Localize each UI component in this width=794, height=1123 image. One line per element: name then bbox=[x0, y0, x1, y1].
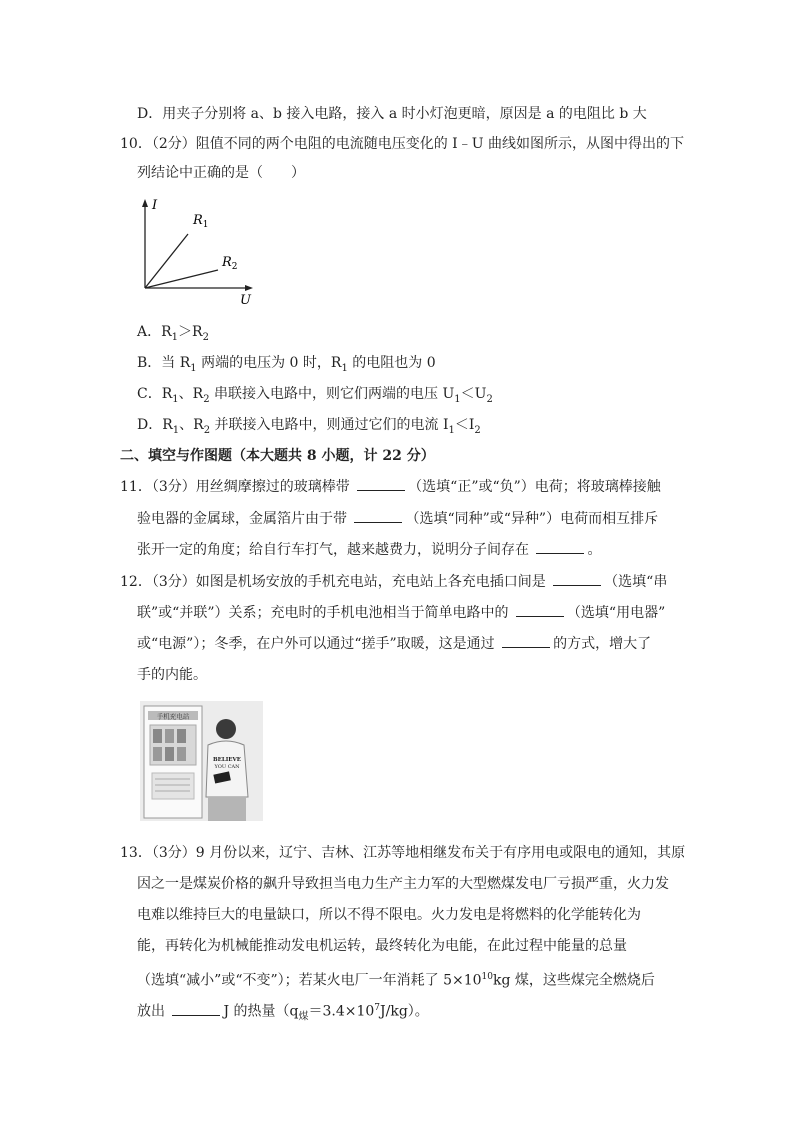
q12-line3: 或“电源”）；冬季，在户外可以通过“搓手”取暖，这是通过 的方式，增大了 bbox=[137, 636, 652, 652]
q12-line4: 手的内能。 bbox=[137, 667, 207, 683]
r2-label: $R_2$ bbox=[222, 255, 238, 272]
q12-blank-2[interactable] bbox=[516, 603, 564, 617]
q13-line3: 电难以维持巨大的电量缺口，所以不得不限电。火力发电是将燃料的化学能转化为 bbox=[137, 907, 641, 923]
q10-option-c: C．$R_1$、$R_2$ 串联接入电路中，则它们两端的电压 $U_1<U_2$ bbox=[137, 386, 493, 405]
u-axis-label: U bbox=[240, 293, 251, 308]
q12-line2: 联”或“并联”）关系；充电时的手机电池相当于简单电路中的 （选填“用电器” bbox=[137, 605, 666, 621]
q13-line5: （选填“减小”或“不变”）；若某火电厂一年消耗了 $5\times 10^{10}kg$ 煤，这些煤完全燃烧后 bbox=[137, 972, 655, 989]
q11-blank-2[interactable] bbox=[354, 509, 402, 523]
q13-line6: 放出 J 的热量$(q_煤=3.4\times 10^7J/kg)$。 bbox=[137, 1003, 429, 1023]
q10-option-d: D．$R_1$、$R_2$ 并联接入电路中，则通过它们的电流 $I_1<I_2$ bbox=[137, 417, 481, 436]
r2-line bbox=[145, 270, 218, 288]
shirt-text-2: YOU CAN bbox=[214, 764, 240, 770]
u-axis-arrow bbox=[245, 285, 253, 291]
r1-label: $R_1$ bbox=[193, 213, 209, 230]
kiosk-info-panel bbox=[152, 773, 194, 799]
q11-blank-1[interactable] bbox=[357, 477, 405, 491]
q12-blank-3[interactable] bbox=[502, 634, 550, 648]
q12-blank-1[interactable] bbox=[553, 572, 601, 586]
q11-blank-3[interactable] bbox=[536, 540, 584, 554]
q11-line3: 张开一定的角度；给自行车打气，越来越费力，说明分子间存在 。 bbox=[137, 542, 602, 558]
q13-line4: 能，再转化为机械能推动发电机运转，最终转化为电能，在此过程中能量的总量 bbox=[137, 938, 627, 954]
q10-stem-line1: 10．（2分）阻值不同的两个电阻的电流随电压变化的 I﹣U 曲线如图所示，从图中得出的下 bbox=[120, 136, 684, 152]
q13-blank-heat[interactable] bbox=[172, 1002, 220, 1016]
shirt-text-1: BELIEVE bbox=[213, 757, 241, 763]
i-axis-label: I bbox=[152, 198, 158, 213]
charging-station-photo bbox=[140, 701, 263, 821]
q12-line1: 12．（3分）如图是机场安放的手机充电站，充电站上各充电插口间是 （选填“串 bbox=[120, 574, 668, 590]
q10-stem-line2: 列结论中正确的是（ ） bbox=[137, 165, 305, 181]
charging-station-illustration bbox=[140, 701, 263, 821]
q10-option-b: B．当 $R_1$ 两端的电压为 0 时，$R_1$ 的电阻也为 0 bbox=[137, 355, 436, 374]
man-trousers bbox=[208, 797, 246, 821]
q10-option-a: A．$R_1>R_2$ bbox=[137, 324, 209, 343]
man-head bbox=[216, 719, 236, 739]
section-2-heading: 二、填空与作图题（本大题共 8 小题，计 22 分） bbox=[120, 448, 435, 464]
r1-line bbox=[145, 234, 188, 288]
q13-line2: 因之一是煤炭价格的飙升导致担当电力生产主力军的大型燃煤发电厂亏损严重，火力发 bbox=[137, 876, 669, 892]
q13-line1: 13．（3分）9 月份以来，辽宁、吉林、江苏等地相继发布关于有序用电或限电的通知，其原 bbox=[120, 845, 686, 861]
i-axis-arrow bbox=[142, 199, 148, 207]
iu-graph bbox=[130, 196, 260, 308]
kiosk-sign-text: 手机充电站 bbox=[156, 712, 190, 721]
q9-option-d: D．用夹子分别将 a、b 接入电路，接入 a 时小灯泡更暗，原因是 a 的电阻比 b 大 bbox=[137, 106, 647, 122]
q11-line1: 11．（3分）用丝绸摩擦过的玻璃棒带 （选填“正”或“负”）电荷；将玻璃棒接触 bbox=[120, 479, 661, 495]
q11-line2: 验电器的金属球，金属箔片由于带 （选填“同种”或“异种”）电荷而相互排斥 bbox=[137, 511, 659, 527]
